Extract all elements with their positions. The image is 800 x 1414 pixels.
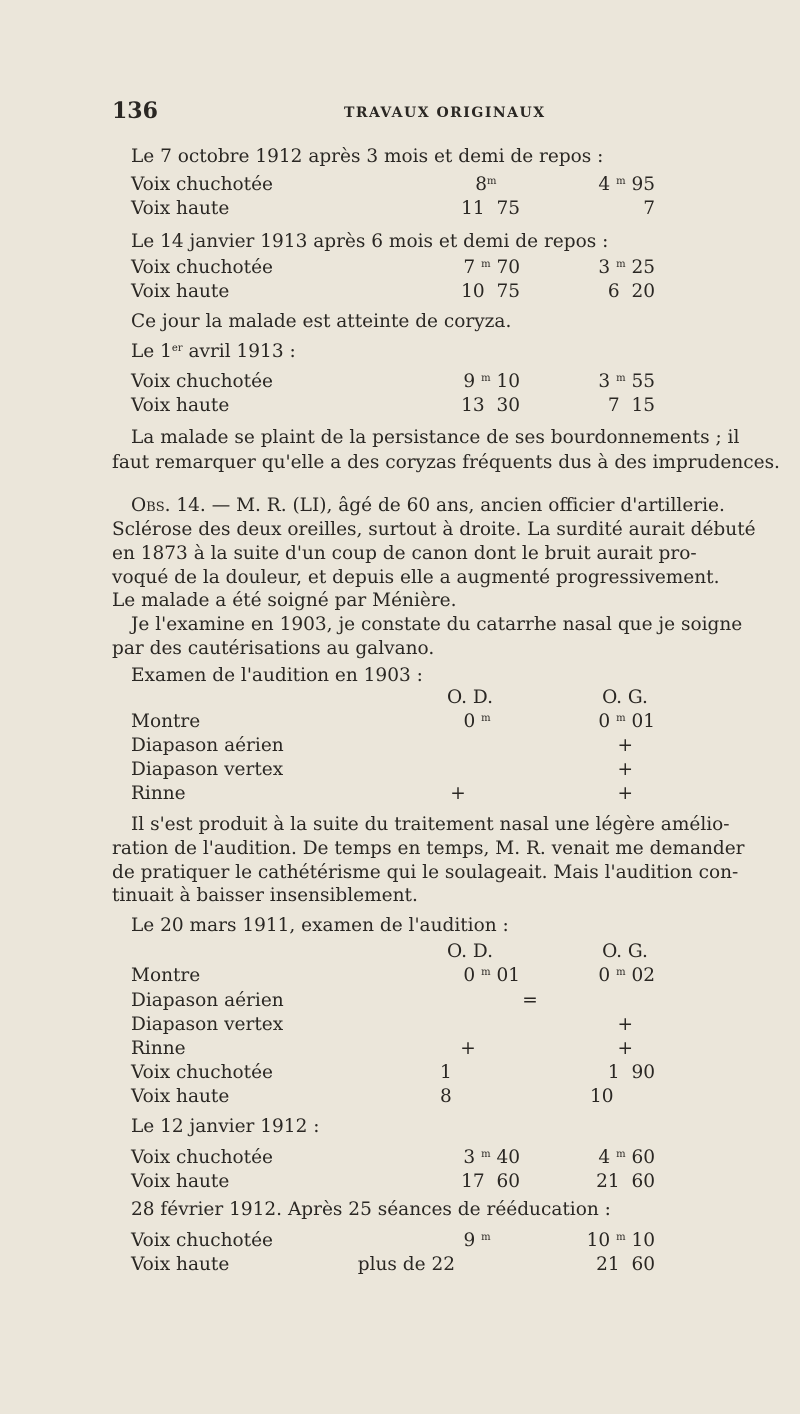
exam1903-intro: Examen de l'audition en 1903 :	[131, 665, 423, 686]
obs-line	[0, 637, 800, 661]
table-row	[0, 1013, 800, 1037]
og-value: 0 $^m$ 02	[598, 965, 655, 986]
od-value: 3 $^m$ 40	[463, 1147, 520, 1168]
od-value: 11 75	[461, 198, 520, 219]
row-label: Voix haute	[131, 1254, 230, 1275]
row-label: Voix chuchotée	[131, 1147, 273, 1168]
table-row	[0, 173, 800, 197]
obs-line	[0, 613, 800, 637]
column-header-row	[0, 686, 800, 710]
col-od-header: O. D.	[447, 687, 493, 708]
block1-intro: Le 7 octobre 1912 après 3 mois et demi de repos :	[131, 146, 604, 167]
og-value: 1 90	[607, 1062, 655, 1083]
block2-intro-line	[0, 230, 800, 254]
og-value: 4 $^m$ 95	[598, 174, 655, 195]
od-value: 0 $^m$ 01	[463, 965, 520, 986]
od-value: 0 $^m$	[463, 711, 491, 732]
row-label: Diapason vertex	[131, 759, 284, 780]
row-label: Diapason vertex	[131, 1014, 284, 1035]
paragraph-text: ration de l'audition. De temps en temps, M. R. venait me demander	[112, 838, 745, 859]
paragraph-line	[0, 861, 800, 885]
exam1903-intro-line	[0, 664, 800, 688]
table-row	[0, 734, 800, 758]
paragraph-text: voqué de la douleur, et depuis elle a augmenté progressivement.	[112, 567, 720, 588]
og-value: +	[617, 735, 633, 756]
od-value: +	[460, 1038, 476, 1059]
table-row	[0, 1037, 800, 1061]
og-value: 3 $^m$ 55	[598, 371, 655, 392]
od-value: 8$^m$	[475, 174, 497, 195]
od-value: plus de 22	[357, 1254, 455, 1275]
table-row	[0, 758, 800, 782]
col-od-header: O. D.	[447, 941, 493, 962]
table-row	[0, 1170, 800, 1194]
paragraph-line	[0, 837, 800, 861]
od-value: 13 30	[461, 395, 520, 416]
feb1912-intro: 28 février 1912. Après 25 séances de rééducation :	[131, 1199, 611, 1220]
table-row	[0, 1146, 800, 1170]
obs-line	[0, 589, 800, 613]
og-value: 10	[590, 1086, 614, 1107]
paragraph-text: tinuait à baisser insensiblement.	[112, 885, 418, 906]
od-value: 9 $^m$ 10	[463, 371, 520, 392]
od-value: 1	[440, 1062, 452, 1083]
feb1912-intro-line	[0, 1198, 800, 1222]
table-row	[0, 1229, 800, 1253]
obs-line	[0, 518, 800, 542]
paragraph-line	[0, 426, 800, 450]
paragraph-line	[0, 813, 800, 837]
og-value: +	[617, 783, 633, 804]
row-label: Voix chuchotée	[131, 174, 273, 195]
row-label: Voix chuchotée	[131, 1062, 273, 1083]
column-header-row	[0, 940, 800, 964]
col-og-header: O. G.	[602, 687, 648, 708]
paragraph-text: La malade se plaint de la persistance de ses bourdonnements ; il	[131, 427, 740, 448]
running-head: TRAVAUX ORIGINAUX	[344, 105, 546, 121]
row-label: Voix haute	[131, 395, 230, 416]
od-value: +	[450, 783, 466, 804]
od-value: 9 $^m$	[463, 1230, 491, 1251]
table-row	[0, 710, 800, 734]
col-og-header: O. G.	[602, 941, 648, 962]
od-value: 7 $^m$ 70	[463, 257, 520, 278]
table-row	[0, 256, 800, 280]
og-value: 3 $^m$ 25	[598, 257, 655, 278]
exam1911-intro-line	[0, 914, 800, 938]
block2-note: Ce jour la malade est atteinte de coryza.	[131, 311, 512, 332]
og-value: 21 60	[596, 1254, 655, 1275]
jan1912-intro-line	[0, 1115, 800, 1139]
od-value: 8	[440, 1086, 452, 1107]
table-row	[0, 280, 800, 304]
og-value: 21 60	[596, 1171, 655, 1192]
og-value: +	[617, 1038, 633, 1059]
og-value: +	[617, 759, 633, 780]
row-label: Voix chuchotée	[131, 1230, 273, 1251]
obs-line	[0, 566, 800, 590]
row-label: Voix haute	[131, 1171, 230, 1192]
obs-label: Obs. 14.	[131, 495, 206, 516]
og-value: 0 $^m$ 01	[598, 711, 655, 732]
paragraph-text: par des cautérisations au galvano.	[112, 638, 435, 659]
paragraph-text: Il s'est produit à la suite du traitement nasal une légère amélio-	[131, 814, 730, 835]
row-label: Montre	[131, 965, 201, 986]
og-value: 7	[643, 198, 655, 219]
table-row	[0, 964, 800, 988]
row-label: Voix haute	[131, 1086, 230, 1107]
page-header	[112, 98, 772, 130]
row-label: Voix chuchotée	[131, 257, 273, 278]
od-value: 10 75	[461, 281, 520, 302]
obs-first-line: Obs. 14. — M. R. (LI), âgé de 60 ans, ancien officier d'artillerie.	[131, 495, 725, 516]
paragraph-text: Je l'examine en 1903, je constate du catarrhe nasal que je soigne	[131, 614, 743, 635]
table-row	[0, 197, 800, 221]
paragraph-text: Le malade a été soigné par Ménière.	[112, 590, 457, 611]
obs-line	[0, 494, 800, 518]
block3-intro: Le 1er avril 1913 :	[131, 341, 296, 362]
equal-value: =	[522, 990, 538, 1011]
row-label: Voix chuchotée	[131, 371, 273, 392]
og-value: 10 $^m$ 10	[586, 1230, 655, 1251]
block3-intro-line	[0, 340, 800, 364]
row-label: Voix haute	[131, 198, 230, 219]
table-row	[0, 989, 800, 1013]
paragraph-text: faut remarquer qu'elle a des coryzas fréquents dus à des imprudences.	[112, 452, 780, 473]
table-row	[0, 1085, 800, 1109]
paragraph-text: Sclérose des deux oreilles, surtout à droite. La surdité aurait débuté	[112, 519, 756, 540]
table-row	[0, 782, 800, 806]
obs-line	[0, 542, 800, 566]
row-label: Rinne	[131, 1038, 186, 1059]
table-row	[0, 394, 800, 418]
paragraph-text: en 1873 à la suite d'un coup de canon dont le bruit aurait pro-	[112, 543, 697, 564]
block1-intro-line	[0, 145, 800, 169]
paragraph-text: de pratiquer le cathétérisme qui le soulageait. Mais l'audition con-	[112, 862, 739, 883]
og-value: 7 15	[607, 395, 655, 416]
og-value: 4 $^m$ 60	[598, 1147, 655, 1168]
jan1912-intro: Le 12 janvier 1912 :	[131, 1116, 320, 1137]
paragraph-line	[0, 451, 800, 475]
paragraph-line	[0, 884, 800, 908]
table-row	[0, 1061, 800, 1085]
page-number: 136	[112, 98, 158, 124]
og-value: +	[617, 1014, 633, 1035]
table-row	[0, 370, 800, 394]
od-value: 17 60	[461, 1171, 520, 1192]
block2-intro: Le 14 janvier 1913 après 6 mois et demi de repos :	[131, 231, 609, 252]
row-label: Voix haute	[131, 281, 230, 302]
exam1911-intro: Le 20 mars 1911, examen de l'audition :	[131, 915, 509, 936]
block2-note-line	[0, 310, 800, 334]
row-label: Diapason aérien	[131, 990, 284, 1011]
og-value: 6 20	[607, 281, 655, 302]
row-label: Rinne	[131, 783, 186, 804]
row-label: Montre	[131, 711, 201, 732]
row-label: Diapason aérien	[131, 735, 284, 756]
table-row	[0, 1253, 800, 1277]
